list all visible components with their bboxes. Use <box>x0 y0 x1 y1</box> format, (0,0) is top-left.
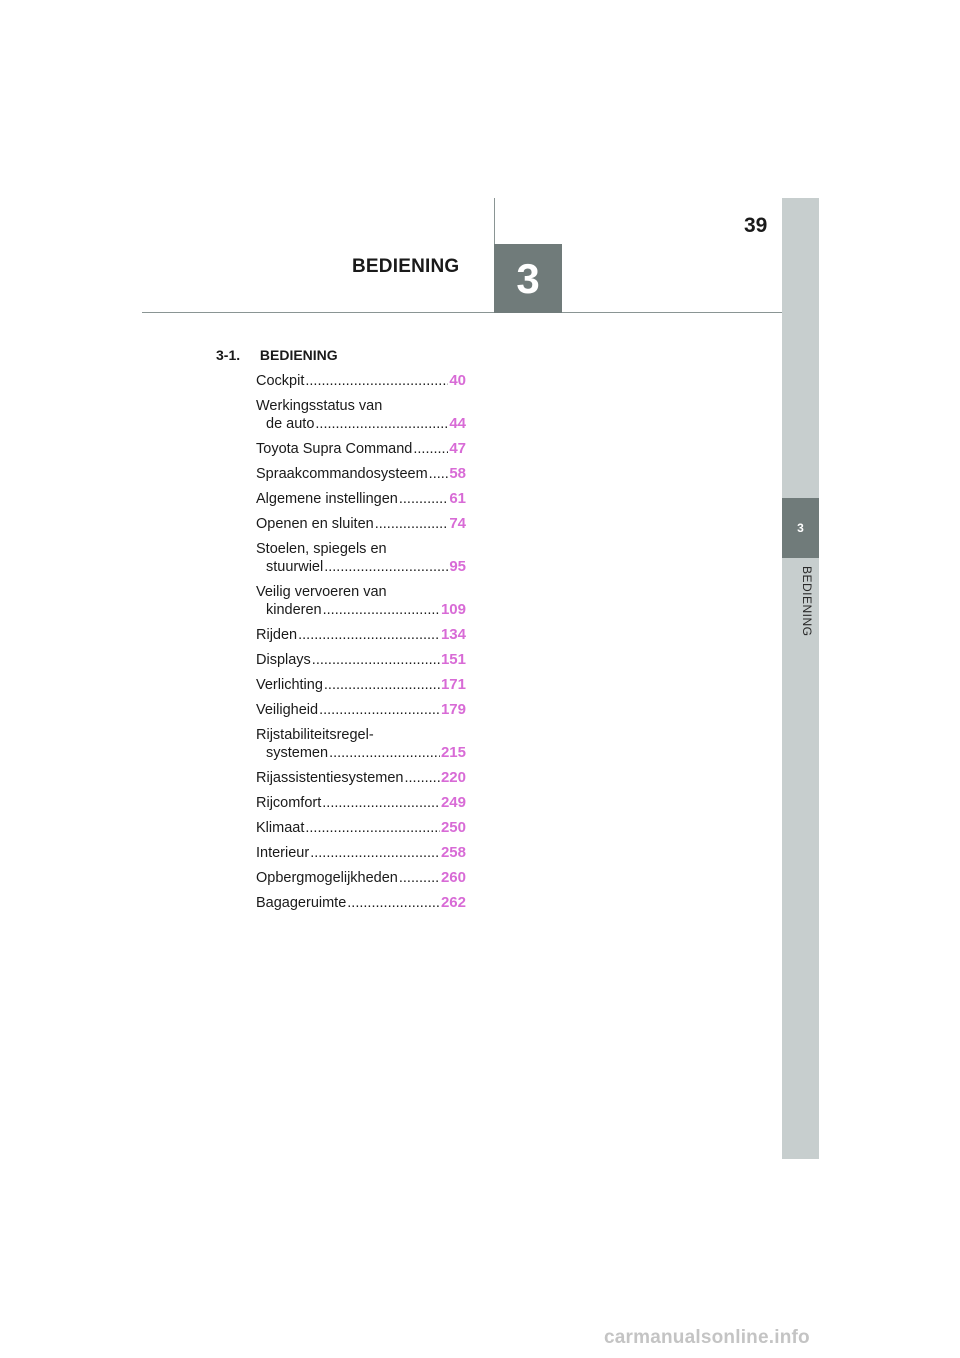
toc-entry-title: Displays <box>256 652 311 668</box>
toc-entry-title: systemen <box>266 745 329 761</box>
toc-entry-line <box>256 540 466 558</box>
table-of-contents <box>256 372 466 919</box>
toc-page-link[interactable]: 151 <box>440 651 466 668</box>
toc-page-link[interactable]: 95 <box>449 558 466 575</box>
toc-dot-leader <box>324 558 448 576</box>
watermark: carmanualsonline.info <box>604 1327 810 1348</box>
side-tab-label: BEDIENING <box>800 566 814 637</box>
toc-entry[interactable] <box>256 440 466 458</box>
toc-entry[interactable] <box>256 651 466 669</box>
toc-dot-leader <box>375 515 449 533</box>
toc-entry-line <box>256 794 466 812</box>
toc-entry-line <box>256 844 466 862</box>
toc-entry[interactable] <box>256 894 466 912</box>
toc-entry-line <box>256 601 466 619</box>
toc-dot-leader <box>315 415 448 433</box>
toc-entry-title: Toyota Supra Command <box>256 441 413 457</box>
toc-page-link[interactable]: 220 <box>440 769 466 786</box>
toc-entry-title: Klimaat <box>256 820 305 836</box>
toc-entry-title: Cockpit <box>256 373 305 389</box>
toc-entry-title: stuurwiel <box>266 559 324 575</box>
toc-dot-leader <box>404 769 439 787</box>
toc-dot-leader <box>323 601 440 619</box>
toc-entry-title: Stoelen, spiegels en <box>256 541 387 557</box>
toc-dot-leader <box>298 626 440 644</box>
toc-entry[interactable] <box>256 465 466 483</box>
toc-entry-title: Bagageruimte <box>256 895 347 911</box>
toc-entry-line <box>256 869 466 887</box>
toc-entry-line <box>256 626 466 644</box>
toc-dot-leader <box>429 465 449 483</box>
toc-entry-line <box>256 676 466 694</box>
toc-entry[interactable] <box>256 819 466 837</box>
side-tab <box>782 198 819 1159</box>
toc-page-link[interactable]: 61 <box>449 490 466 507</box>
toc-entry-line <box>256 515 466 533</box>
toc-entry-line <box>256 744 466 762</box>
toc-entry[interactable] <box>256 794 466 812</box>
toc-entry-line <box>256 583 466 601</box>
toc-entry[interactable] <box>256 540 466 576</box>
toc-entry[interactable] <box>256 490 466 508</box>
toc-entry[interactable] <box>256 626 466 644</box>
chapter-title: BEDIENING <box>352 256 460 277</box>
toc-entry-title: Spraakcommandosysteem <box>256 466 428 482</box>
toc-entry[interactable] <box>256 583 466 619</box>
toc-entry[interactable] <box>256 701 466 719</box>
toc-page-link[interactable]: 44 <box>449 415 466 432</box>
toc-entry-title: kinderen <box>266 602 322 618</box>
toc-entry-line <box>256 465 466 483</box>
toc-page-link[interactable]: 171 <box>440 676 466 693</box>
toc-entry-line <box>256 894 466 912</box>
toc-page-link[interactable]: 249 <box>440 794 466 811</box>
toc-dot-leader <box>413 440 448 458</box>
toc-entry[interactable] <box>256 726 466 762</box>
toc-entry-title: Veilig vervoeren van <box>256 584 387 600</box>
toc-entry-line <box>256 651 466 669</box>
toc-entry[interactable] <box>256 372 466 390</box>
toc-page-link[interactable]: 47 <box>449 440 466 457</box>
toc-dot-leader <box>310 844 440 862</box>
toc-entry-line <box>256 372 466 390</box>
toc-page-link[interactable]: 58 <box>449 465 466 482</box>
toc-dot-leader <box>329 744 440 762</box>
toc-entry-line <box>256 558 466 576</box>
section-number: 3-1. <box>216 347 241 363</box>
toc-entry-line <box>256 819 466 837</box>
toc-dot-leader <box>319 701 440 719</box>
toc-entry-title: Rijcomfort <box>256 795 322 811</box>
toc-page-link[interactable]: 215 <box>440 744 466 761</box>
toc-entry[interactable] <box>256 869 466 887</box>
toc-entry-line <box>256 397 466 415</box>
toc-entry-line <box>256 726 466 744</box>
toc-entry[interactable] <box>256 397 466 433</box>
toc-entry[interactable] <box>256 515 466 533</box>
toc-page-link[interactable]: 134 <box>440 626 466 643</box>
side-tab-chapter-marker: 3 <box>782 498 819 558</box>
toc-entry-line <box>256 415 466 433</box>
toc-entry-title: Algemene instellingen <box>256 491 398 507</box>
chapter-number-box: 3 <box>494 244 562 313</box>
toc-dot-leader <box>322 794 440 812</box>
toc-page-link[interactable]: 109 <box>440 601 466 618</box>
header-horizontal-rule <box>142 312 782 313</box>
toc-dot-leader <box>305 819 440 837</box>
toc-dot-leader <box>399 490 448 508</box>
toc-dot-leader <box>312 651 440 669</box>
toc-entry-title: Rijassistentiesystemen <box>256 770 404 786</box>
toc-page-link[interactable]: 250 <box>440 819 466 836</box>
toc-page-link[interactable]: 262 <box>440 894 466 911</box>
toc-entry-title: Rijden <box>256 627 298 643</box>
toc-entry-title: Interieur <box>256 845 310 861</box>
toc-page-link[interactable]: 260 <box>440 869 466 886</box>
toc-entry-line <box>256 701 466 719</box>
toc-entry-title: Opbergmogelijkheden <box>256 870 398 886</box>
toc-entry-title: Veiligheid <box>256 702 319 718</box>
page-number: 39 <box>744 214 768 237</box>
section-heading <box>216 347 338 363</box>
toc-page-link[interactable]: 179 <box>440 701 466 718</box>
toc-entry-line <box>256 769 466 787</box>
toc-entry-title: Verlichting <box>256 677 323 693</box>
toc-entry-line <box>256 440 466 458</box>
toc-entry[interactable] <box>256 769 466 787</box>
toc-entry-title: Rijstabiliteitsregel- <box>256 727 374 743</box>
header-vertical-rule <box>494 198 495 245</box>
toc-dot-leader <box>324 676 440 694</box>
toc-entry-line <box>256 490 466 508</box>
toc-dot-leader <box>305 372 448 390</box>
toc-dot-leader <box>347 894 440 912</box>
toc-entry-title: Openen en sluiten <box>256 516 374 532</box>
toc-page-link[interactable]: 40 <box>449 372 466 389</box>
section-title: BEDIENING <box>259 347 338 363</box>
toc-dot-leader <box>399 869 440 887</box>
toc-entry[interactable] <box>256 676 466 694</box>
toc-page-link[interactable]: 258 <box>440 844 466 861</box>
toc-entry[interactable] <box>256 844 466 862</box>
toc-entry-title: de auto <box>266 416 315 432</box>
toc-entry-title: Werkingsstatus van <box>256 398 383 414</box>
toc-page-link[interactable]: 74 <box>449 515 466 532</box>
